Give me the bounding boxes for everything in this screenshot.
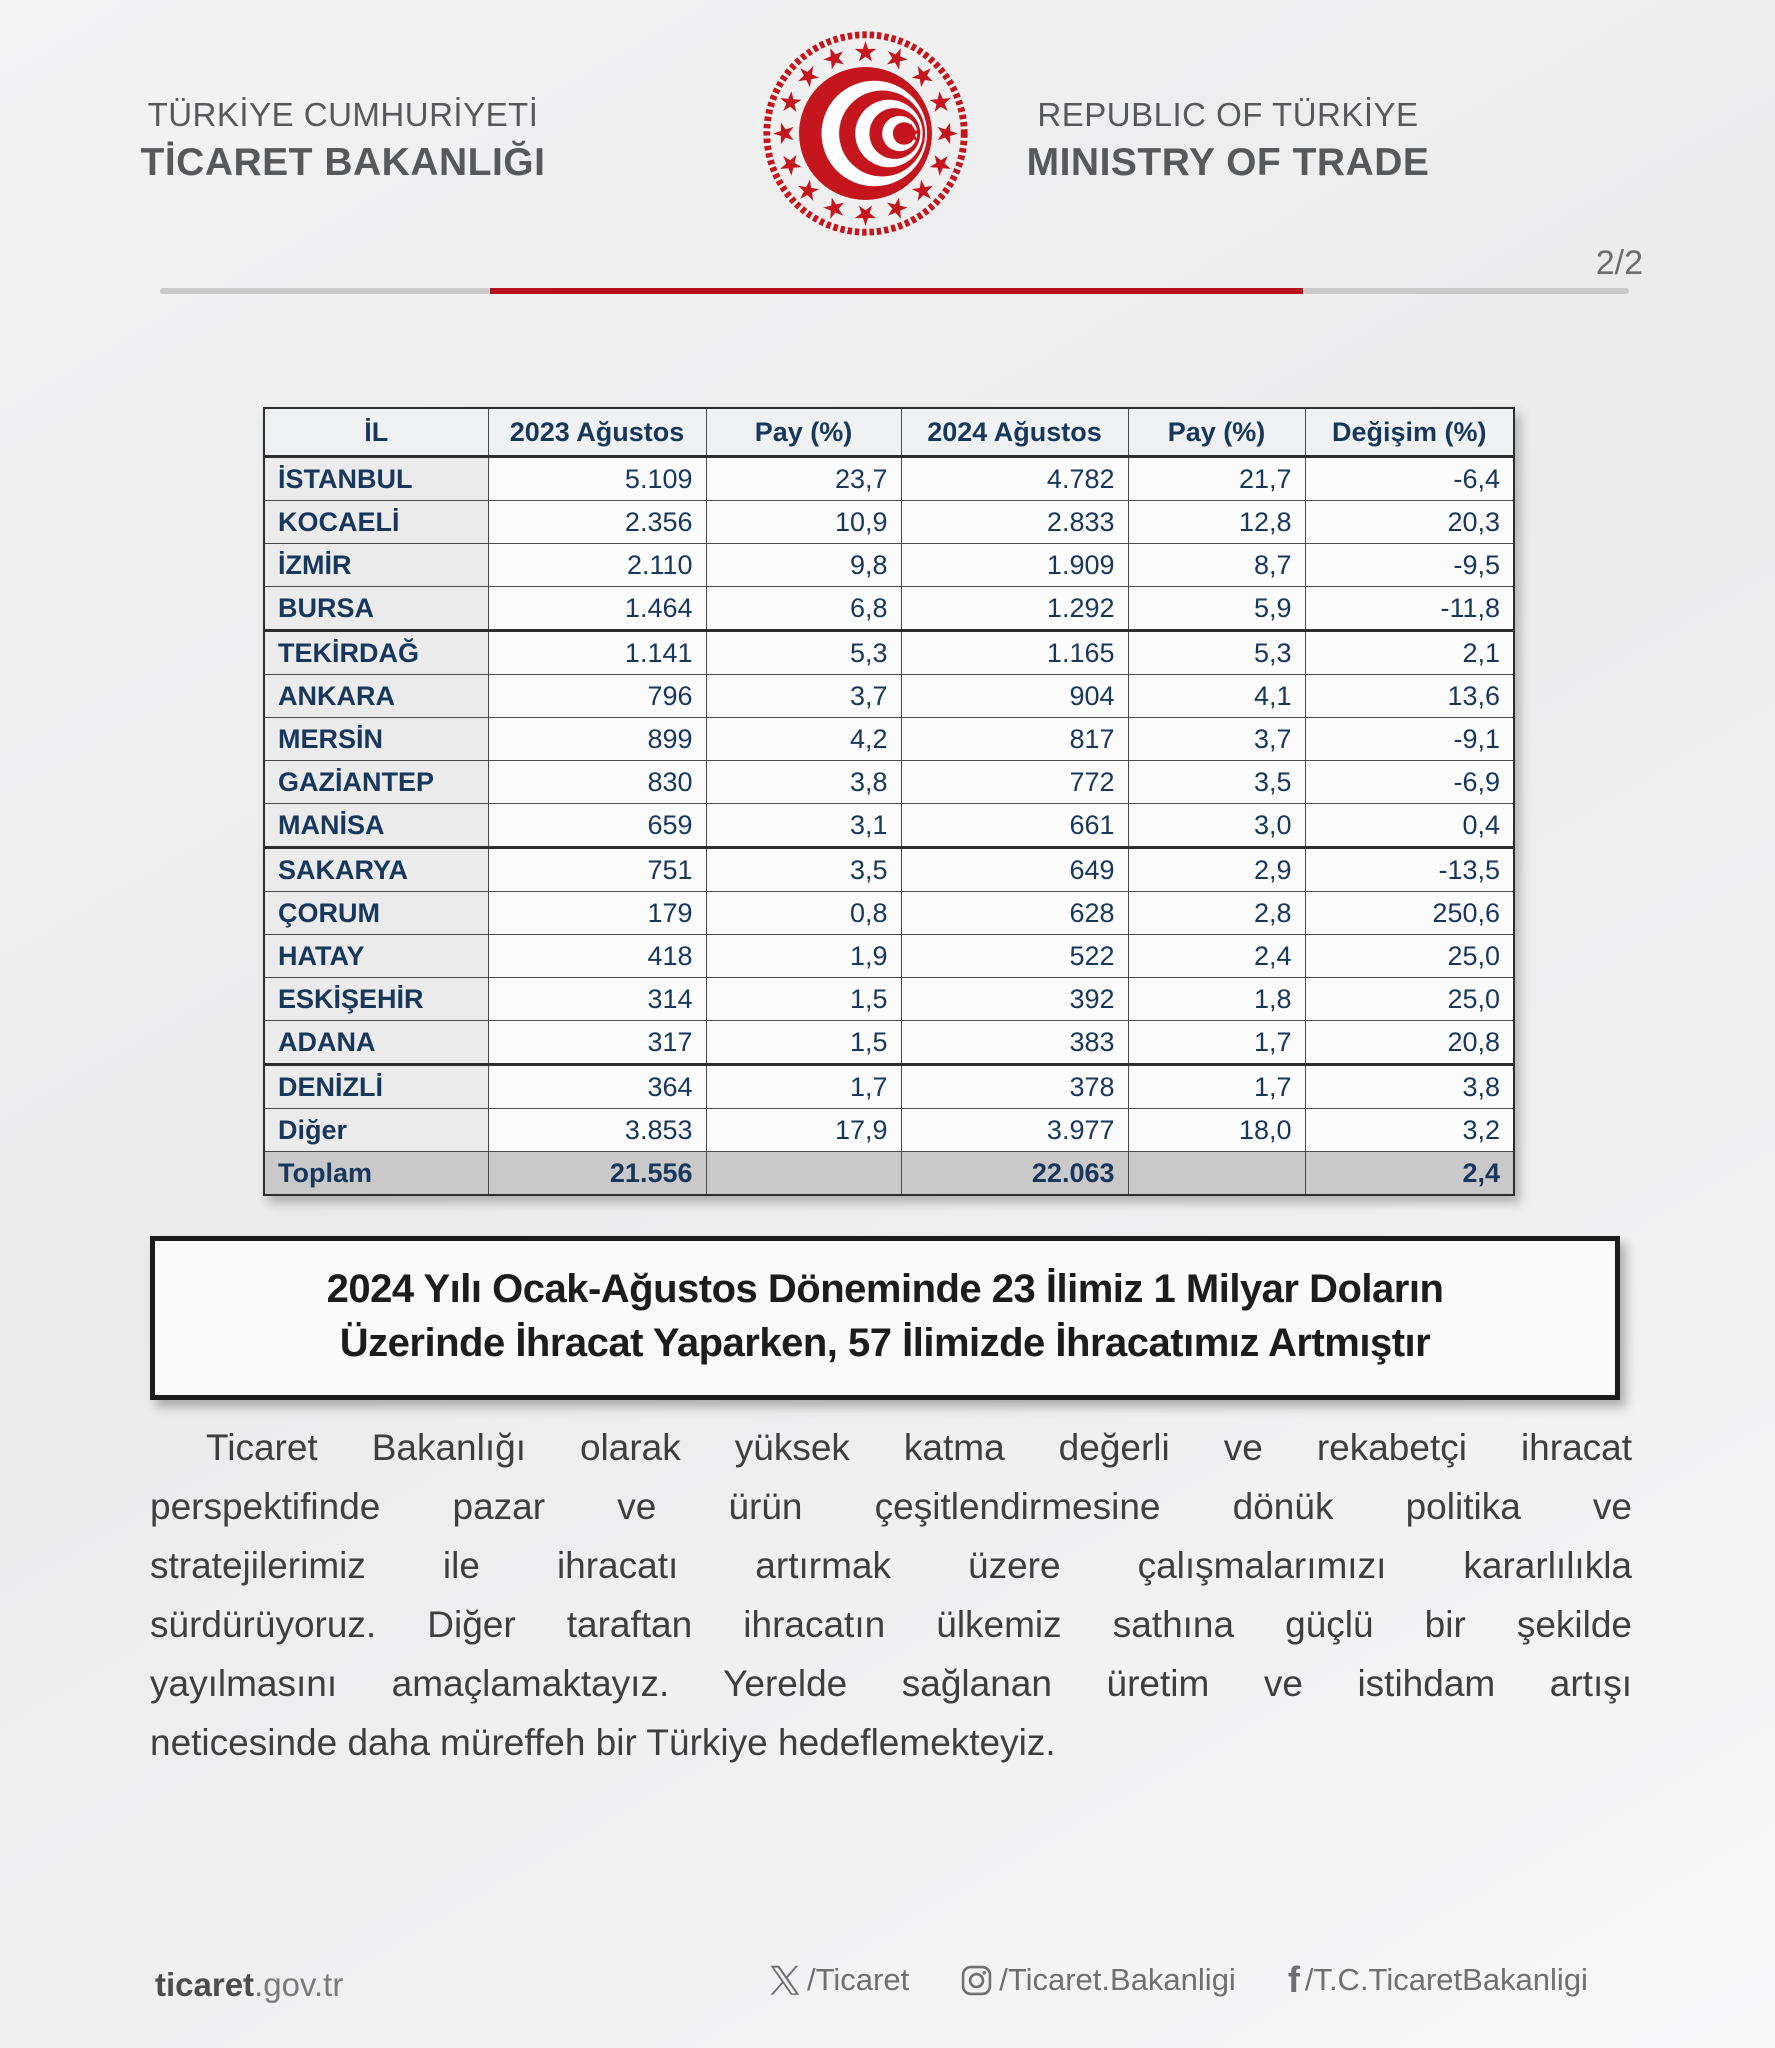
- province-name-cell: KOCAELİ: [264, 501, 488, 544]
- org-name-turkish: [118, 96, 568, 185]
- value-cell: 17,9: [706, 1109, 901, 1152]
- province-name-cell: SAKARYA: [264, 848, 488, 892]
- divider-red-segment: [490, 288, 1303, 294]
- province-name-cell: İSTANBUL: [264, 457, 488, 501]
- org-line-1-tr: TÜRKİYE CUMHURİYETİ: [147, 96, 539, 133]
- value-cell: -9,5: [1305, 544, 1514, 587]
- value-cell: 3.977: [901, 1109, 1128, 1152]
- province-name-cell: Toplam: [264, 1152, 488, 1196]
- province-name-cell: HATAY: [264, 935, 488, 978]
- paragraph-line: sürdürüyoruz. Diğer taraftan ihracatın ülkemiz sathına güçlü bir şekilde: [150, 1604, 1632, 1645]
- divider-left-segment: [160, 288, 490, 294]
- value-cell: -9,1: [1305, 718, 1514, 761]
- value-cell: 3,8: [706, 761, 901, 804]
- value-cell: 5,3: [1128, 631, 1305, 675]
- value-cell: 1,7: [1128, 1021, 1305, 1065]
- value-cell: 659: [488, 804, 706, 848]
- table-row: [264, 1109, 1514, 1152]
- table-row: [264, 978, 1514, 1021]
- value-cell: 904: [901, 675, 1128, 718]
- table-body: [264, 457, 1514, 1196]
- value-cell: 1,9: [706, 935, 901, 978]
- value-cell: 2,9: [1128, 848, 1305, 892]
- value-cell: 5,9: [1128, 587, 1305, 631]
- province-name-cell: BURSA: [264, 587, 488, 631]
- social-item-instagram: [961, 1962, 1236, 1998]
- table-row: [264, 457, 1514, 501]
- province-name-cell: İZMİR: [264, 544, 488, 587]
- paragraph-line: neticesinde daha müreffeh bir Türkiye hedeflemekteyiz.: [150, 1722, 1056, 1763]
- value-cell: 1,5: [706, 1021, 901, 1065]
- value-cell: 13,6: [1305, 675, 1514, 718]
- value-cell: 661: [901, 804, 1128, 848]
- value-cell: 1,7: [706, 1065, 901, 1109]
- table-row: [264, 892, 1514, 935]
- value-cell: 10,9: [706, 501, 901, 544]
- value-cell: 5,3: [706, 631, 901, 675]
- table-row: [264, 848, 1514, 892]
- paragraph-line: stratejilerimiz ile ihracatı artırmak üzere çalışmalarımızı kararlılıkla: [150, 1545, 1632, 1586]
- value-cell: 1.909: [901, 544, 1128, 587]
- province-name-cell: GAZİANTEP: [264, 761, 488, 804]
- value-cell: 2,4: [1305, 1152, 1514, 1196]
- value-cell: [706, 1152, 901, 1196]
- value-cell: 1,8: [1128, 978, 1305, 1021]
- value-cell: 3,7: [706, 675, 901, 718]
- province-name-cell: ADANA: [264, 1021, 488, 1065]
- table-row: [264, 718, 1514, 761]
- instagram-icon: [961, 1965, 992, 1996]
- org-name-english: [988, 96, 1468, 185]
- column-header: Pay (%): [1128, 408, 1305, 457]
- column-header: 2024 Ağustos: [901, 408, 1128, 457]
- value-cell: 25,0: [1305, 935, 1514, 978]
- value-cell: 3,8: [1305, 1065, 1514, 1109]
- value-cell: 5.109: [488, 457, 706, 501]
- value-cell: 314: [488, 978, 706, 1021]
- body-paragraph: [150, 1418, 1632, 1772]
- value-cell: 628: [901, 892, 1128, 935]
- headline-line-1: 2024 Yılı Ocak-Ağustos Döneminde 23 İlimiz 1 Milyar Doların: [326, 1267, 1444, 1311]
- value-cell: 2,4: [1128, 935, 1305, 978]
- value-cell: 418: [488, 935, 706, 978]
- value-cell: 1,7: [1128, 1065, 1305, 1109]
- value-cell: 817: [901, 718, 1128, 761]
- facebook-handle: /T.C.TicaretBakanligi: [1304, 1962, 1588, 1997]
- value-cell: 4,1: [1128, 675, 1305, 718]
- org-line-2-tr: TİCARET BAKANLIĞI: [140, 141, 546, 184]
- table-row: [264, 1021, 1514, 1065]
- value-cell: 6,8: [706, 587, 901, 631]
- ministry-of-trade-logo-icon: [758, 26, 973, 246]
- value-cell: 317: [488, 1021, 706, 1065]
- paragraph-line: Ticaret Bakanlığı olarak yüksek katma değerli ve rekabetçi ihracat: [206, 1427, 1632, 1468]
- value-cell: 378: [901, 1065, 1128, 1109]
- value-cell: 1.464: [488, 587, 706, 631]
- value-cell: 2,8: [1128, 892, 1305, 935]
- paragraph-line: yayılmasını amaçlamaktayız. Yerelde sağlanan üretim ve istihdam artışı: [150, 1663, 1632, 1704]
- value-cell: 2.833: [901, 501, 1128, 544]
- instagram-handle: /Ticaret.Bakanligi: [999, 1962, 1236, 1997]
- provinces-export-table-wrap: [263, 407, 1515, 1196]
- province-name-cell: ÇORUM: [264, 892, 488, 935]
- value-cell: -6,9: [1305, 761, 1514, 804]
- value-cell: 12,8: [1128, 501, 1305, 544]
- column-header: İL: [264, 408, 488, 457]
- value-cell: 751: [488, 848, 706, 892]
- column-header: 2023 Ağustos: [488, 408, 706, 457]
- headline-line-2: Üzerinde İhracat Yaparken, 57 İlimizde İhracatımız Artmıştır: [339, 1321, 1431, 1365]
- value-cell: 3,5: [1128, 761, 1305, 804]
- value-cell: 649: [901, 848, 1128, 892]
- website-url-bold: ticaret: [155, 1966, 255, 2003]
- province-name-cell: ANKARA: [264, 675, 488, 718]
- value-cell: 2,1: [1305, 631, 1514, 675]
- value-cell: 22.063: [901, 1152, 1128, 1196]
- table-total-row: [264, 1152, 1514, 1196]
- value-cell: 179: [488, 892, 706, 935]
- value-cell: 383: [901, 1021, 1128, 1065]
- value-cell: 23,7: [706, 457, 901, 501]
- value-cell: 0,8: [706, 892, 901, 935]
- org-line-1-en: REPUBLIC OF TÜRKİYE: [1037, 96, 1419, 133]
- value-cell: 4.782: [901, 457, 1128, 501]
- province-name-cell: MANİSA: [264, 804, 488, 848]
- value-cell: 0,4: [1305, 804, 1514, 848]
- table-row: [264, 631, 1514, 675]
- x-handle: /Ticaret: [807, 1962, 910, 1997]
- headline-box: [150, 1236, 1620, 1400]
- website-url-rest: .gov.tr: [254, 1966, 344, 2003]
- value-cell: 2.110: [488, 544, 706, 587]
- province-name-cell: Diğer: [264, 1109, 488, 1152]
- value-cell: 3,5: [706, 848, 901, 892]
- value-cell: -13,5: [1305, 848, 1514, 892]
- value-cell: 250,6: [1305, 892, 1514, 935]
- province-name-cell: TEKİRDAĞ: [264, 631, 488, 675]
- table-row: [264, 804, 1514, 848]
- value-cell: 20,8: [1305, 1021, 1514, 1065]
- province-name-cell: DENİZLİ: [264, 1065, 488, 1109]
- provinces-export-table: [263, 407, 1515, 1196]
- value-cell: 522: [901, 935, 1128, 978]
- column-header: Değişim (%): [1305, 408, 1514, 457]
- value-cell: 830: [488, 761, 706, 804]
- table-header-row: [264, 408, 1514, 457]
- value-cell: 1,5: [706, 978, 901, 1021]
- value-cell: 392: [901, 978, 1128, 1021]
- facebook-icon: f: [1287, 1959, 1300, 2000]
- value-cell: 1.141: [488, 631, 706, 675]
- value-cell: -6,4: [1305, 457, 1514, 501]
- province-name-cell: ESKİŞEHİR: [264, 978, 488, 1021]
- value-cell: 4,2: [706, 718, 901, 761]
- website-url: [155, 1966, 343, 2004]
- value-cell: 1.165: [901, 631, 1128, 675]
- table-row: [264, 544, 1514, 587]
- column-header: Pay (%): [706, 408, 901, 457]
- value-cell: 21.556: [488, 1152, 706, 1196]
- table-row: [264, 675, 1514, 718]
- value-cell: 364: [488, 1065, 706, 1109]
- table-row: [264, 501, 1514, 544]
- value-cell: 21,7: [1128, 457, 1305, 501]
- org-line-2-en: MINISTRY OF TRADE: [1026, 141, 1430, 184]
- value-cell: 18,0: [1128, 1109, 1305, 1152]
- value-cell: 3.853: [488, 1109, 706, 1152]
- value-cell: 3,0: [1128, 804, 1305, 848]
- value-cell: 8,7: [1128, 544, 1305, 587]
- x-icon: [770, 1965, 800, 1995]
- table-row: [264, 935, 1514, 978]
- value-cell: 9,8: [706, 544, 901, 587]
- value-cell: 2.356: [488, 501, 706, 544]
- value-cell: 772: [901, 761, 1128, 804]
- value-cell: [1128, 1152, 1305, 1196]
- table-row: [264, 1065, 1514, 1109]
- page-number: 2/2: [1595, 244, 1643, 282]
- value-cell: 20,3: [1305, 501, 1514, 544]
- social-links: [770, 1959, 1588, 2000]
- value-cell: 3,7: [1128, 718, 1305, 761]
- value-cell: 796: [488, 675, 706, 718]
- social-item-facebook: [1287, 1959, 1588, 2000]
- social-item-x: [770, 1962, 909, 1998]
- province-name-cell: MERSİN: [264, 718, 488, 761]
- value-cell: 3,2: [1305, 1109, 1514, 1152]
- value-cell: 1.292: [901, 587, 1128, 631]
- value-cell: 899: [488, 718, 706, 761]
- paragraph-line: perspektifinde pazar ve ürün çeşitlendirmesine dönük politika ve: [150, 1486, 1632, 1527]
- value-cell: 25,0: [1305, 978, 1514, 1021]
- divider-right-segment: [1303, 288, 1629, 294]
- table-row: [264, 761, 1514, 804]
- value-cell: 3,1: [706, 804, 901, 848]
- table-row: [264, 587, 1514, 631]
- value-cell: -11,8: [1305, 587, 1514, 631]
